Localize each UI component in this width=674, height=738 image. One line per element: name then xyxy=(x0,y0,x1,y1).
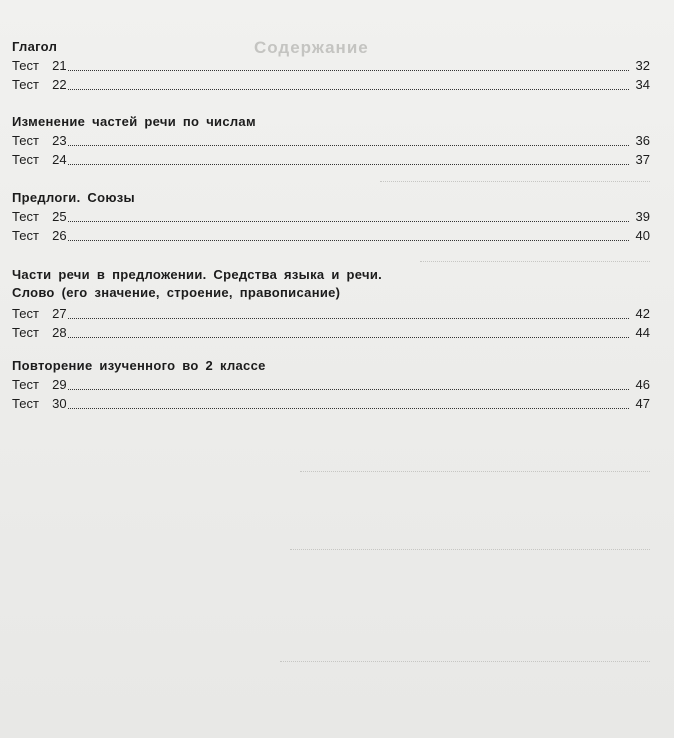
entry-page-number: 42 xyxy=(635,306,650,321)
entry-page-number: 40 xyxy=(635,228,650,243)
entry-page-number: 47 xyxy=(635,396,650,411)
entry-page-number: 36 xyxy=(635,133,650,148)
section-title: Повторение изученного во 2 классе xyxy=(12,358,266,373)
dot-leader xyxy=(68,336,629,338)
section-title: Глагол xyxy=(12,39,58,54)
bleed-through-title: Содержание xyxy=(254,38,369,57)
entry-page-number: 37 xyxy=(635,152,650,167)
entry-label: Тест 22 xyxy=(12,77,67,92)
dot-leader xyxy=(68,69,629,71)
section-title-line-1: Части речи в предложении. Средства языка и речи. xyxy=(12,267,383,282)
dot-leader xyxy=(68,388,629,390)
toc-entry[interactable] xyxy=(12,323,650,342)
dot-leader xyxy=(68,407,629,409)
section-title-line-2: Слово (его значение, строение, правописание) xyxy=(12,285,341,300)
entry-label: Тест 21 xyxy=(12,58,67,73)
entry-label: Тест 23 xyxy=(12,133,67,148)
entry-page-number: 34 xyxy=(635,77,650,92)
bleed-through-rule xyxy=(420,260,650,262)
toc-entry[interactable] xyxy=(12,75,650,94)
toc-entry[interactable] xyxy=(12,394,650,413)
bleed-through-rule xyxy=(300,470,650,472)
entry-label: Тест 30 xyxy=(12,396,67,411)
dot-leader xyxy=(68,220,629,222)
bleed-through-rule xyxy=(290,548,650,550)
entry-label: Тест 26 xyxy=(12,228,67,243)
entry-page-number: 46 xyxy=(635,377,650,392)
toc-entry[interactable] xyxy=(12,304,650,323)
entry-page-number: 39 xyxy=(635,209,650,224)
bleed-through-rule xyxy=(380,180,650,182)
toc-section xyxy=(12,357,650,413)
entry-label: Тест 24 xyxy=(12,152,67,167)
toc-entry[interactable] xyxy=(12,207,650,226)
toc-entry[interactable] xyxy=(12,226,650,245)
entry-label: Тест 25 xyxy=(12,209,67,224)
entry-label: Тест 29 xyxy=(12,377,67,392)
entry-label: Тест 28 xyxy=(12,325,67,340)
toc-entry[interactable] xyxy=(12,56,650,75)
entry-page-number: 44 xyxy=(635,325,650,340)
toc-entry[interactable] xyxy=(12,375,650,394)
dot-leader xyxy=(68,144,629,146)
bleed-through-rule xyxy=(280,660,650,662)
toc-entry[interactable] xyxy=(12,150,650,169)
section-title: Изменение частей речи по числам xyxy=(12,114,256,129)
toc-section xyxy=(12,266,650,342)
section-title: Предлоги. Союзы xyxy=(12,190,135,205)
dot-leader xyxy=(68,317,629,319)
dot-leader xyxy=(68,88,629,90)
dot-leader xyxy=(68,163,629,165)
toc-section xyxy=(12,38,650,94)
entry-label: Тест 27 xyxy=(12,306,67,321)
entry-page-number: 32 xyxy=(635,58,650,73)
dot-leader xyxy=(68,239,629,241)
toc-section xyxy=(12,189,650,245)
toc-entry[interactable] xyxy=(12,131,650,150)
toc-section xyxy=(12,113,650,169)
